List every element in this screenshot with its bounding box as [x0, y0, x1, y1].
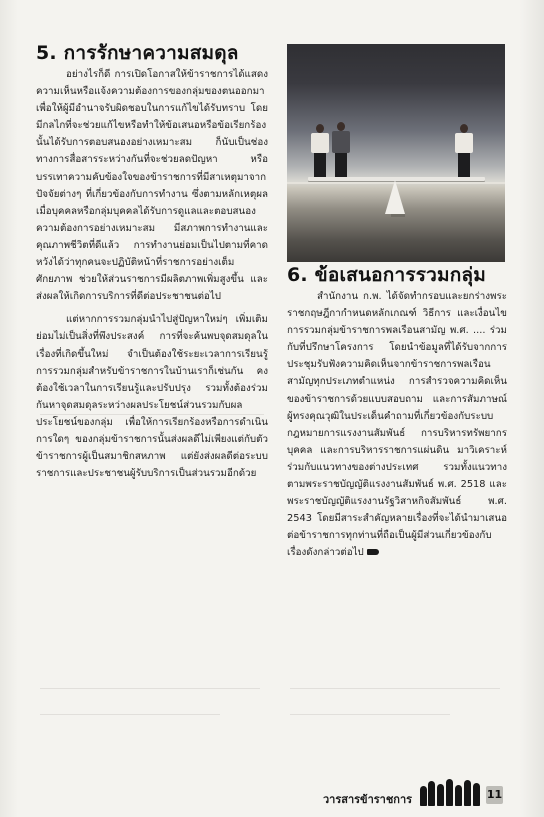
bleed-through-line: [290, 688, 500, 689]
section-6-title: 6. ข้อเสนอการรวมกลุ่ม: [287, 264, 486, 286]
article-end-icon: [367, 549, 379, 555]
magazine-name: วารสารข้าราชการ: [323, 793, 413, 806]
page-number: 11: [486, 786, 503, 804]
right-column: [287, 44, 507, 562]
bleed-through-line: [40, 688, 260, 689]
section-5-title: 5. การรักษาความสมดุล: [36, 42, 239, 64]
bleed-through-line: [290, 714, 450, 715]
section-6-paragraph: [287, 288, 507, 562]
bleed-through-line: [40, 714, 220, 715]
fulcrum-shadow: [391, 214, 405, 217]
section-5-paragraph-1: อย่างไรก็ดี การเปิดโอกาสให้ข้าราชการได้แสดงความเห็นหรือแจ้งความต้องการของกลุ่มของตนออกมา เพื่อให้ผู้มีอำนาจรับผิดชอบในการแก้ไขได้รับทราบ โดยมีกลไกที่จะช่วยแก้ไขหรือทำให้ข้อเสนอหรือข้อเรียกร้องนั้นได้รับการตอบสนองอย่างเหมาะสม ก็นับเป็นช่องทางการสื่อสารระหว่างกันที่จะช่วยลดปัญหา หรือบรรเทาความคับข้องใจของข้าราชการที่มีสาเหตุมาจากปัจจัยต่างๆ ที่เกี่ยวข้องกับการทำงาน ซึ่งตามหลักเหตุผลเมื่อบุคคลหรือกลุ่มบุคคลได้รับการดูแลและตอบสนองความต้องการอย่างเหมาะสม มีสภาพการทำงานและคุณภาพชีวิตที่ดีแล้ว การทำงานย่อมเป็นไปตามที่คาดหวังได้ว่าทุกคนจะปฏิบัติหน้าที่ราชการอย่างเต็มศักยภาพ ช่วยให้ส่วนราชการมีผลิตภาพเพิ่มสูงขึ้น และส่งผลให้เกิดการบริการที่ดีต่อประชาชนต่อไป: [36, 69, 268, 303]
section-5-paragraph-2: แต่หากการรวมกลุ่มนำไปสู่ปัญหาใหม่ๆ เพิ่มเติม ย่อมไม่เป็นสิ่งที่พึงประสงค์ การที่จะค้นพบจุดสมดุลในเรื่องที่เกิดขึ้นใหม่ จำเป็นต้องใช้ระยะเวลาการเรียนรู้ การรวมกลุ่มสำหรับข้าราชการในบ้านเราก็เช่นกัน คงต้องใช้เวลาในการเรียนรู้และปรับปรุง รวมทั้งต้องร่วมกันหาจุดสมดุลระหว่างผลประโยชน์ส่วนรวมกับผลประโยชน์ของกลุ่ม เพื่อให้การเรียกร้องหรือการดำเนินการใดๆ ของกลุ่มข้าราชการนั้นส่งผลดีไม่เพียงแต่กับตัวข้าราชการผู้เป็นสมาชิกสหภาพ แต่ยังส่งผลดีต่อระบบราชการและประชาชนผู้รับบริการเป็นส่วนรวมอีกด้วย: [36, 314, 268, 480]
seesaw-fulcrum: [385, 180, 405, 214]
section-6-paragraph-text: สำนักงาน ก.พ. ได้จัดทำกรอบและยกร่างพระราชกฤษฎีกากำหนดหลักเกณฑ์ วิธีการ และเงื่อนไขการรวมกลุ่มข้าราชการพลเรือนสามัญ พ.ศ. .... ร่วมกับที่ปรึกษาโครงการ โดยนำข้อมูลที่ได้รับจากการประชุมรับฟังความคิดเห็นจากข้าราชการพลเรือนสามัญทุกประเภทตำแหน่ง การสำรวจความคิดเห็นของข้าราชการด้วยแบบสอบถาม และการสัมภาษณ์ผู้ทรงคุณวุฒิในประเด็นคำถามที่เกี่ยวข้องกับระบบกฎหมายการแรงงานสัมพันธ์ การบริหารทรัพยากรบุคคล และการบริหารราชการแผ่นดิน มาวิเคราะห์ร่วมกับแนวทางของต่างประเทศ รวมทั้งแนวทางตามพระราชบัญญัติแรงงานสัมพันธ์ พ.ศ. 2518 และพระราชบัญญัติแรงงานรัฐวิสาหกิจสัมพันธ์ พ.ศ. 2543 โดยมีสาระสำคัญหลายเรื่องที่จะได้นำมาเสนอต่อข้าราชการทุกท่านที่ถือเป็นผู้มีส่วนเกี่ยวข้องกับเรื่องดังกล่าวต่อไป: [287, 291, 507, 559]
crowd-silhouette-icon: [418, 778, 486, 806]
left-column: [36, 40, 268, 482]
page-footer: [0, 770, 544, 810]
seesaw-photo: [287, 44, 505, 262]
